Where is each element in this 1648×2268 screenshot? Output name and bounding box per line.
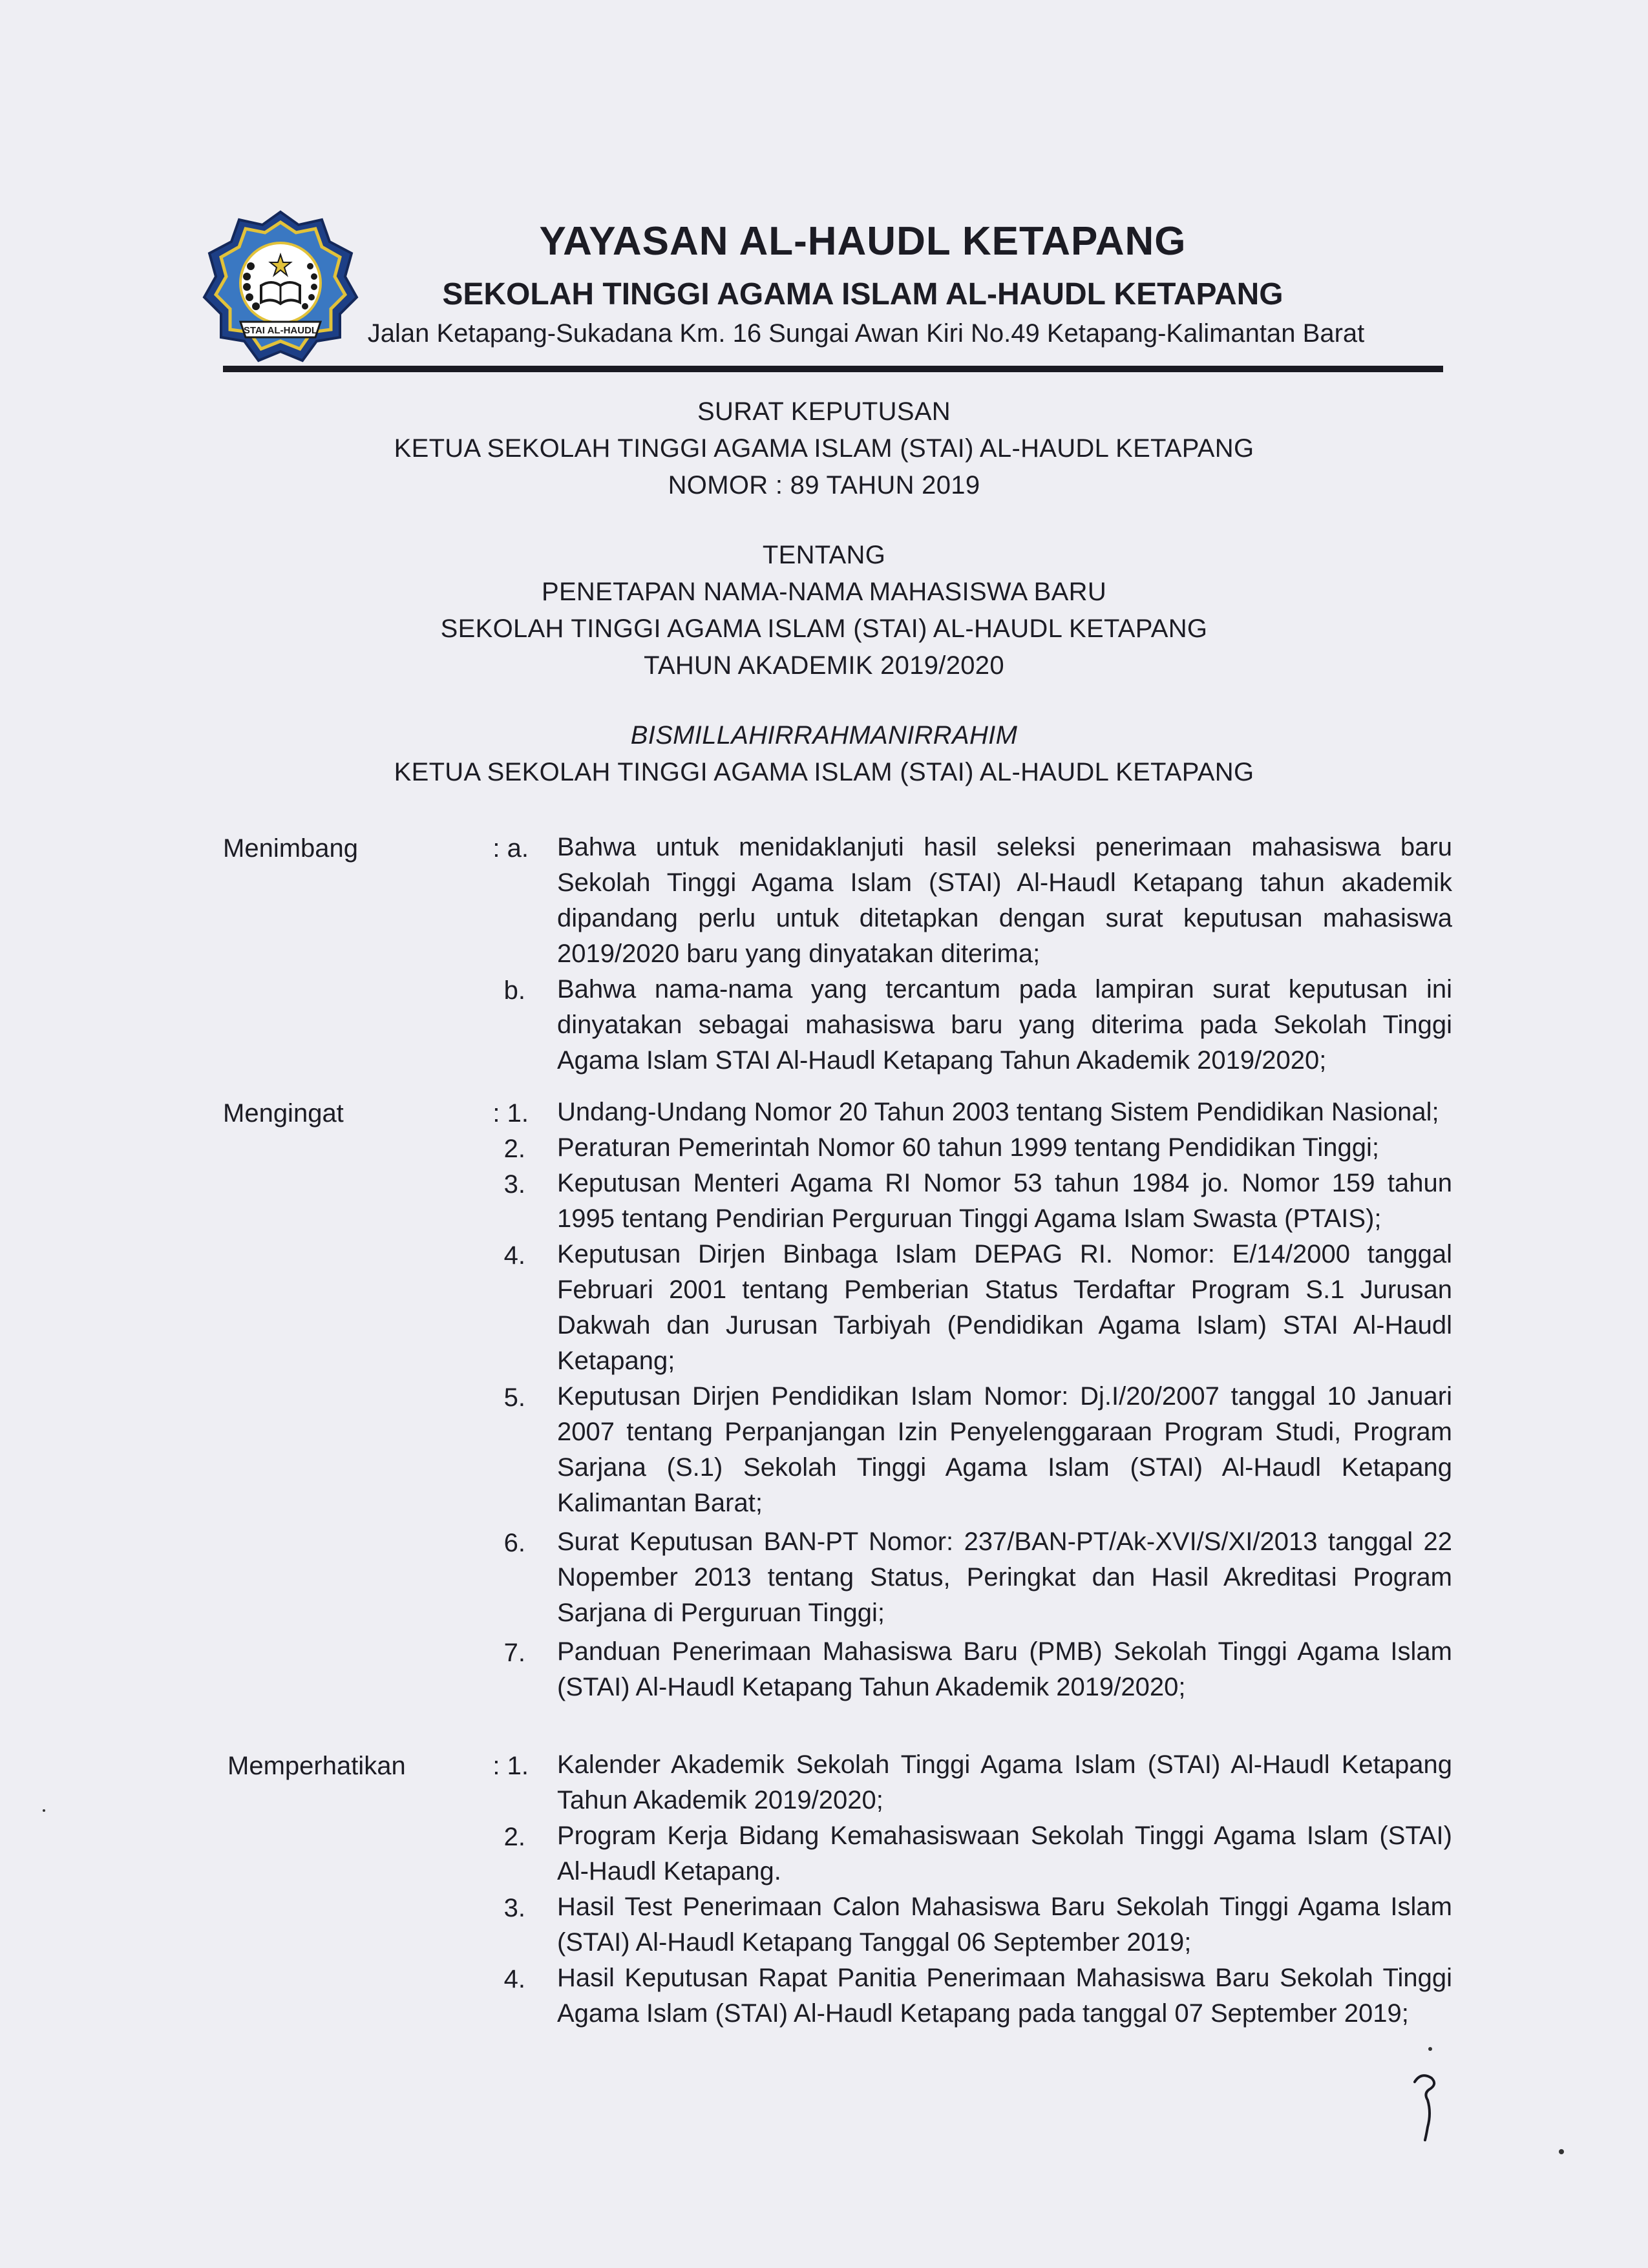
list-marker: 4. [503,1241,525,1270]
list-marker: 4. [503,1965,525,1993]
institution-name: SEKOLAH TINGGI AGAMA ISLAM AL-HAUDL KETAPANG [442,277,1284,311]
list-item: Kalender Akademik Sekolah Tinggi Agama Islam (STAI) Al-Haudl Ketapang Tahun Akademik 2019/2020; [557,1750,1452,1814]
section-label-mengingat: Mengingat [223,1099,344,1128]
institution-logo-icon [202,208,360,366]
list-item: Keputusan Menteri Agama RI Nomor 53 tahun 1984 jo. Nomor 159 tahun 1995 tentang Pendirian Perguruan Tinggi Agama Islam Swasta (PTAIS); [557,1169,1452,1233]
list-marker: 3. [503,1170,525,1199]
section-label-memperhatikan: Memperhatikan [227,1752,406,1780]
scan-speck [1428,2047,1432,2051]
decree-number: NOMOR : 89 TAHUN 2019 [668,471,980,499]
list-marker: : 1. [492,1099,529,1128]
list-item: Bahwa untuk menidaklanjuti hasil seleksi penerimaan mahasiswa baru Sekolah Tinggi Agama Islam (STAI) Al-Haudl Ketapang tahun akademik dipandang perlu untuk ditetapkan dengan surat keputusan mahasiswa 2019/2020 baru yang dinyatakan diterima; [557,833,1452,968]
decree-issuer: KETUA SEKOLAH TINGGI AGAMA ISLAM (STAI) AL-HAUDL KETAPANG [394,434,1254,463]
about-academic-year: TAHUN AKADEMIK 2019/2020 [644,651,1004,680]
list-marker: 6. [503,1529,525,1557]
scan-speck [1559,2149,1564,2154]
list-marker: 2. [503,1135,525,1163]
list-item: Surat Keputusan BAN-PT Nomor: 237/BAN-PT/Ak-XVI/S/XI/2013 tanggal 22 Nopember 2013 tentang Status, Peringkat dan Hasil Akreditasi Program Sarjana di Perguruan Tinggi; [557,1528,1452,1627]
list-item: Undang-Undang Nomor 20 Tahun 2003 tentang Sistem Pendidikan Nasional; [557,1098,1439,1126]
list-marker: 2. [503,1823,525,1851]
about-heading: TENTANG [762,541,886,569]
list-marker: b. [503,976,525,1005]
decree-title: SURAT KEPUTUSAN [697,397,951,426]
institution-address: Jalan Ketapang-Sukadana Km. 16 Sungai Awan Kiri No.49 Ketapang-Kalimantan Barat [367,319,1365,348]
list-item: Hasil Keputusan Rapat Panitia Penerimaan Mahasiswa Baru Sekolah Tinggi Agama Islam (STAI) Al-Haudl Ketapang pada tanggal 07 September 2019; [557,1964,1452,2028]
list-marker: 5. [503,1383,525,1412]
list-marker: : a. [492,834,529,863]
list-item: Peraturan Pemerintah Nomor 60 tahun 1999 tentang Pendidikan Tinggi; [557,1133,1379,1162]
list-marker: 7. [503,1639,525,1667]
section-label-menimbang: Menimbang [223,834,359,863]
list-item: Panduan Penerimaan Mahasiswa Baru (PMB) Sekolah Tinggi Agama Islam (STAI) Al-Haudl Ketapang Tahun Akademik 2019/2020; [557,1637,1452,1701]
basmalah: BISMILLAHIRRAHMANIRRAHIM [630,721,1018,750]
list-marker: 3. [503,1894,525,1922]
logo-banner-text: STAI AL-HAUDL [243,325,318,336]
foundation-name: YAYASAN AL-HAUDL KETAPANG [539,219,1187,264]
letterhead-divider [223,366,1443,372]
list-item: Hasil Test Penerimaan Calon Mahasiswa Baru Sekolah Tinggi Agama Islam (STAI) Al-Haudl Ketapang Tanggal 06 September 2019; [557,1893,1452,1957]
paraf-signature-icon [1406,2068,1451,2145]
list-marker: : 1. [492,1752,529,1780]
list-item: Program Kerja Bidang Kemahasiswaan Sekolah Tinggi Agama Islam (STAI) Al-Haudl Ketapang. [557,1822,1452,1885]
list-item: Keputusan Dirjen Binbaga Islam DEPAG RI. Nomor: E/14/2000 tanggal Februari 2001 tentang Pemberian Status Terdaftar Program S.1 Jurusan Dakwah dan Jurusan Tarbiyah (Pendidikan Agama Islam) STAI Al-Haudl Ketapang; [557,1240,1452,1375]
decree-authority: KETUA SEKOLAH TINGGI AGAMA ISLAM (STAI) AL-HAUDL KETAPANG [394,758,1254,786]
scan-speck [43,1809,45,1812]
list-item: Bahwa nama-nama yang tercantum pada lampiran surat keputusan ini dinyatakan sebagai mahasiswa baru yang diterima pada Sekolah Tinggi Agama Islam STAI Al-Haudl Ketapang Tahun Akademik 2019/2020; [557,975,1452,1075]
about-institution: SEKOLAH TINGGI AGAMA ISLAM (STAI) AL-HAUDL KETAPANG [440,614,1208,643]
about-subject: PENETAPAN NAMA-NAMA MAHASISWA BARU [541,578,1107,606]
list-item: Keputusan Dirjen Pendidikan Islam Nomor: Dj.I/20/2007 tanggal 10 Januari 2007 tentang Perpanjangan Izin Penyelenggaraan Program Studi, Program Sarjana (S.1) Sekolah Tinggi Agama Islam (STAI) Al-Haudl Ketapang Kalimantan Barat; [557,1382,1452,1517]
